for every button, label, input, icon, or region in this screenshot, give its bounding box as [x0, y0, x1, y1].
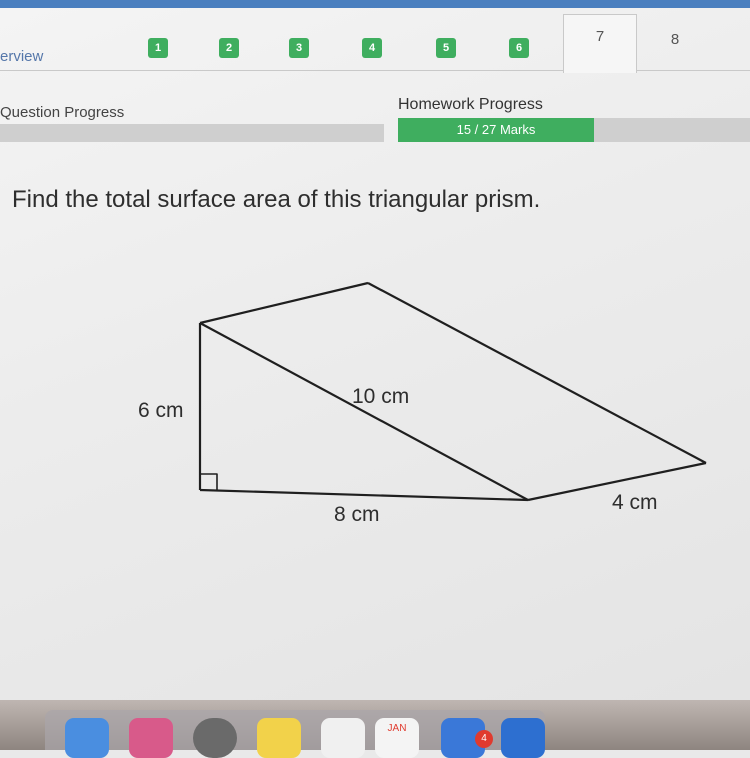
homework-progress-label: Homework Progress [398, 96, 543, 113]
notes-icon[interactable] [257, 718, 301, 758]
question-tab-5[interactable]: 5 [436, 38, 456, 58]
calendar-month-label: JAN [387, 723, 407, 734]
base-edge [200, 490, 528, 500]
notification-badge: 4 [475, 730, 493, 748]
height-label: 6 cm [138, 399, 184, 422]
base-label: 8 cm [334, 503, 380, 526]
right-angle-marker [200, 474, 217, 490]
overview-tab[interactable]: erview [0, 48, 44, 65]
question-tab-2[interactable]: 2 [219, 38, 239, 58]
system-preferences-icon[interactable] [193, 718, 237, 758]
question-tab-1[interactable]: 1 [148, 38, 168, 58]
question-tab-6[interactable]: 6 [509, 38, 529, 58]
hypotenuse-label: 10 cm [352, 385, 410, 408]
dock [45, 710, 545, 750]
question-tab-4[interactable]: 4 [362, 38, 382, 58]
depth-label: 4 cm [612, 491, 658, 514]
question-tab-8[interactable]: 8 [670, 31, 680, 48]
calendar-icon[interactable] [375, 718, 419, 758]
homework-progress-fill: 15 / 27 Marks [398, 118, 594, 142]
back-slant-edge [368, 283, 706, 463]
finder-icon[interactable] [65, 718, 109, 758]
question-tab-3[interactable]: 3 [289, 38, 309, 58]
question-tab-7-active[interactable]: 7 [563, 14, 637, 73]
reminders-icon[interactable] [321, 718, 365, 758]
hypotenuse-edge [200, 323, 528, 500]
question-progress-label: Question Progress [0, 104, 125, 121]
app-icon[interactable] [501, 718, 545, 758]
question-text: Find the total surface area of this triangular prism. [12, 186, 541, 213]
top-depth-edge [200, 283, 368, 323]
launchpad-icon[interactable] [129, 718, 173, 758]
